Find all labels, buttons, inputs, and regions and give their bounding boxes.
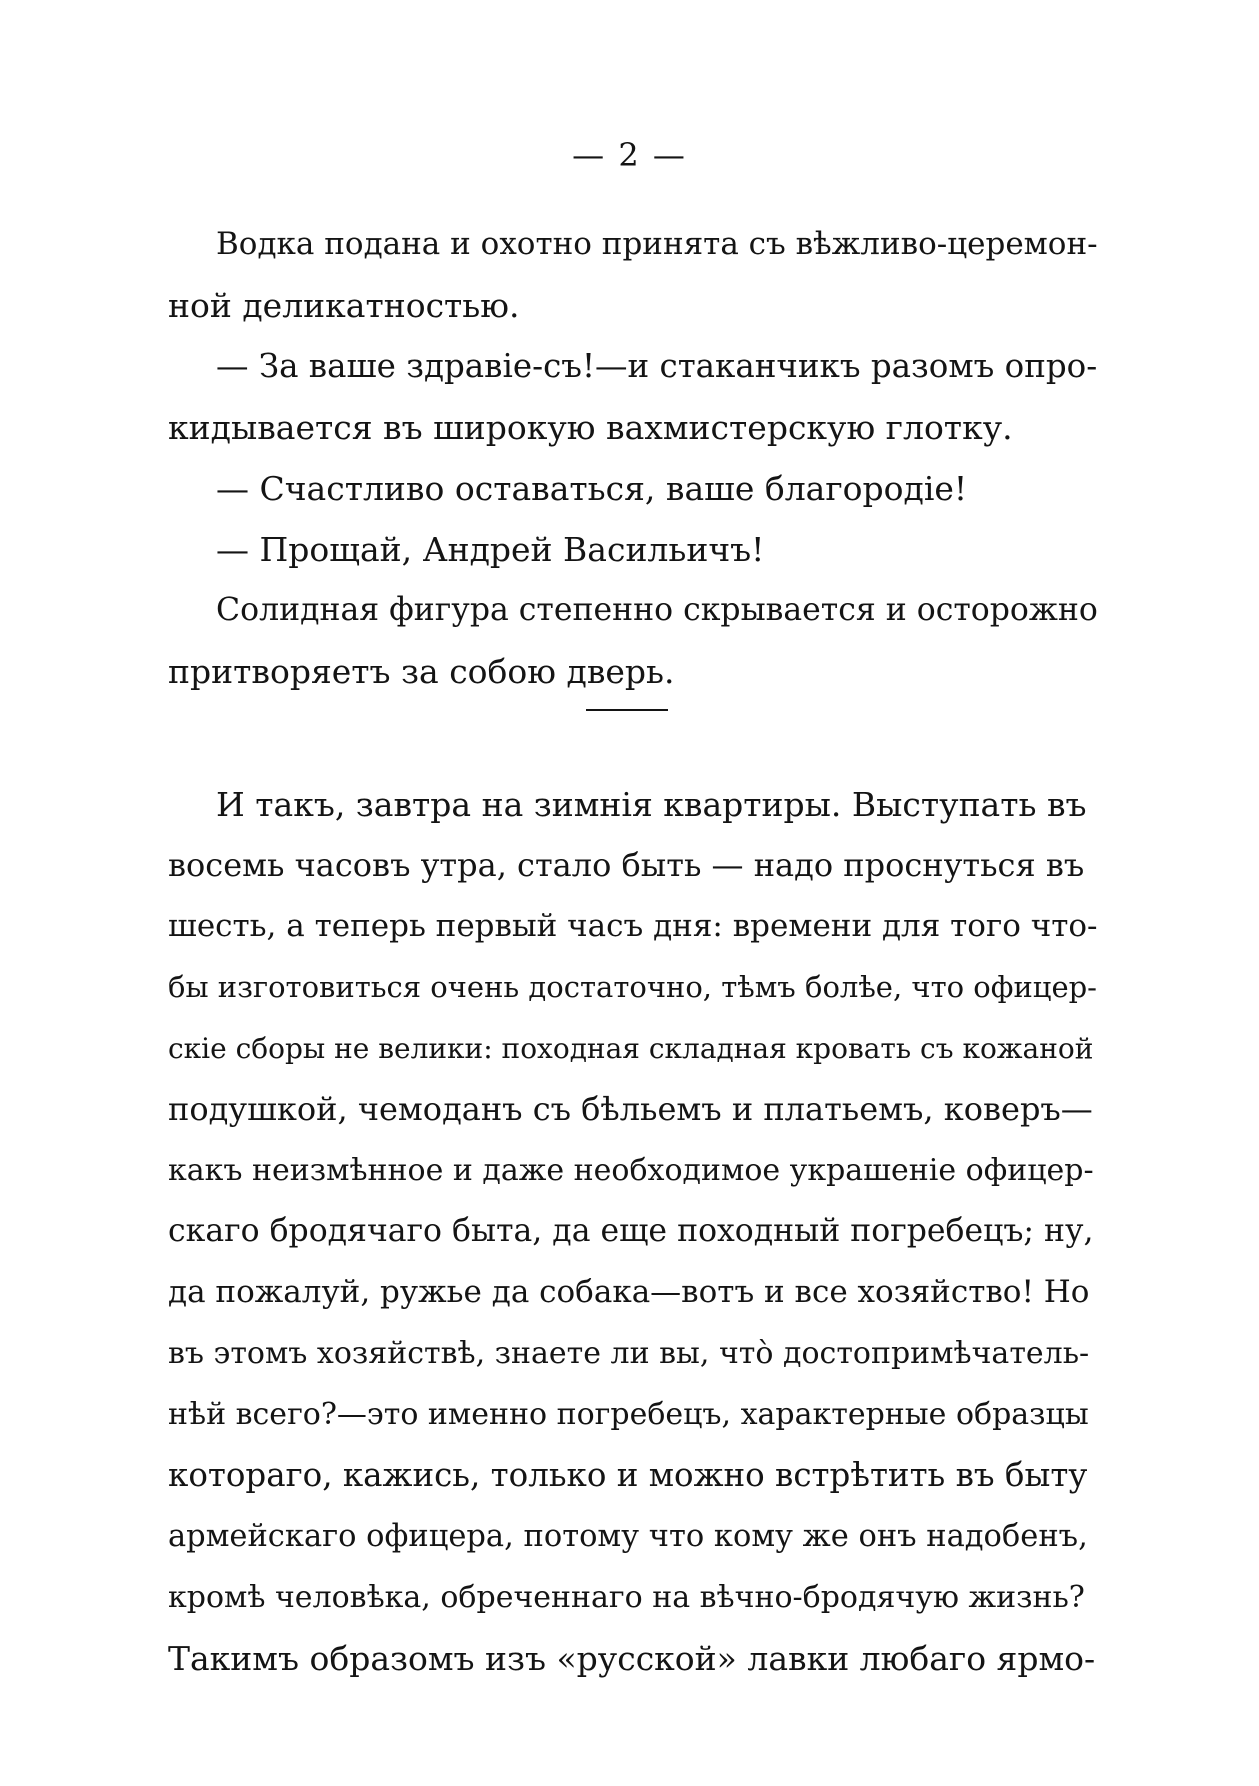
text-line: шесть, а теперь первый часъ дня: времени для того что- [168,908,1098,944]
text-line: скіе сборы не велики: походная складная кровать съ кожаной [168,1032,1094,1065]
text-line: котораго, кажись, только и можно встрѣтить въ быту [168,1456,1088,1494]
text-line: подушкой, чемоданъ съ бѣльемъ и платьемъ, коверъ— [168,1090,1093,1128]
text-line: да пожалуй, ружье да собака—вотъ и все хозяйство! Но [168,1274,1090,1310]
text-line: — Счастливо оставаться, ваше благородіе! [216,469,968,508]
text-line: армейскаго офицера, потому что кому же онъ надобенъ, [168,1519,1088,1554]
text-line: Водка подана и охотно принята съ вѣжливо-церемон- [216,226,1098,262]
text-line: нѣй всего?—это именно погребецъ, характерные образцы [168,1397,1089,1432]
text-line: Солидная фигура степенно скрывается и осторожно [216,592,1098,628]
text-line: бы изготовиться очень достаточно, тѣмъ болѣе, что офицер- [168,970,1097,1004]
text-line: — За ваше здравіе-съ!—и стаканчикъ разомъ опро- [216,347,1098,385]
text-line: И такъ, завтра на зимнія квартиры. Выступать въ [216,785,1087,824]
text-line: скаго бродячаго быта, да еще походный погребецъ; ну, [168,1213,1094,1249]
dialogue-section [168,214,1098,702]
page-number: — 2 — [572,136,687,174]
text-line: въ этомъ хозяйствѣ, знаете ли вы, что̀ достопримѣчатель- [168,1336,1090,1371]
text-line: кидывается въ широкую вахмистерскую глотку. [168,408,1013,447]
text-line: кромѣ человѣка, обреченнаго на вѣчно-бродячую жизнь? [168,1580,1085,1615]
narrative-section [168,774,1098,1689]
text-line: какъ неизмѣнное и даже необходимое украшеніе офицер- [168,1153,1094,1188]
text-line: восемь часовъ утра, стало быть — надо проснуться въ [168,846,1085,884]
text-line: ной деликатностью. [168,286,520,325]
text-line: притворяетъ за собою дверь. [168,652,675,691]
text-line: Такимъ образомъ изъ «русской» лавки любаго ярмо- [168,1639,1096,1678]
text-line: — Прощай, Андрей Васильичъ! [216,530,765,569]
section-divider [586,709,668,711]
